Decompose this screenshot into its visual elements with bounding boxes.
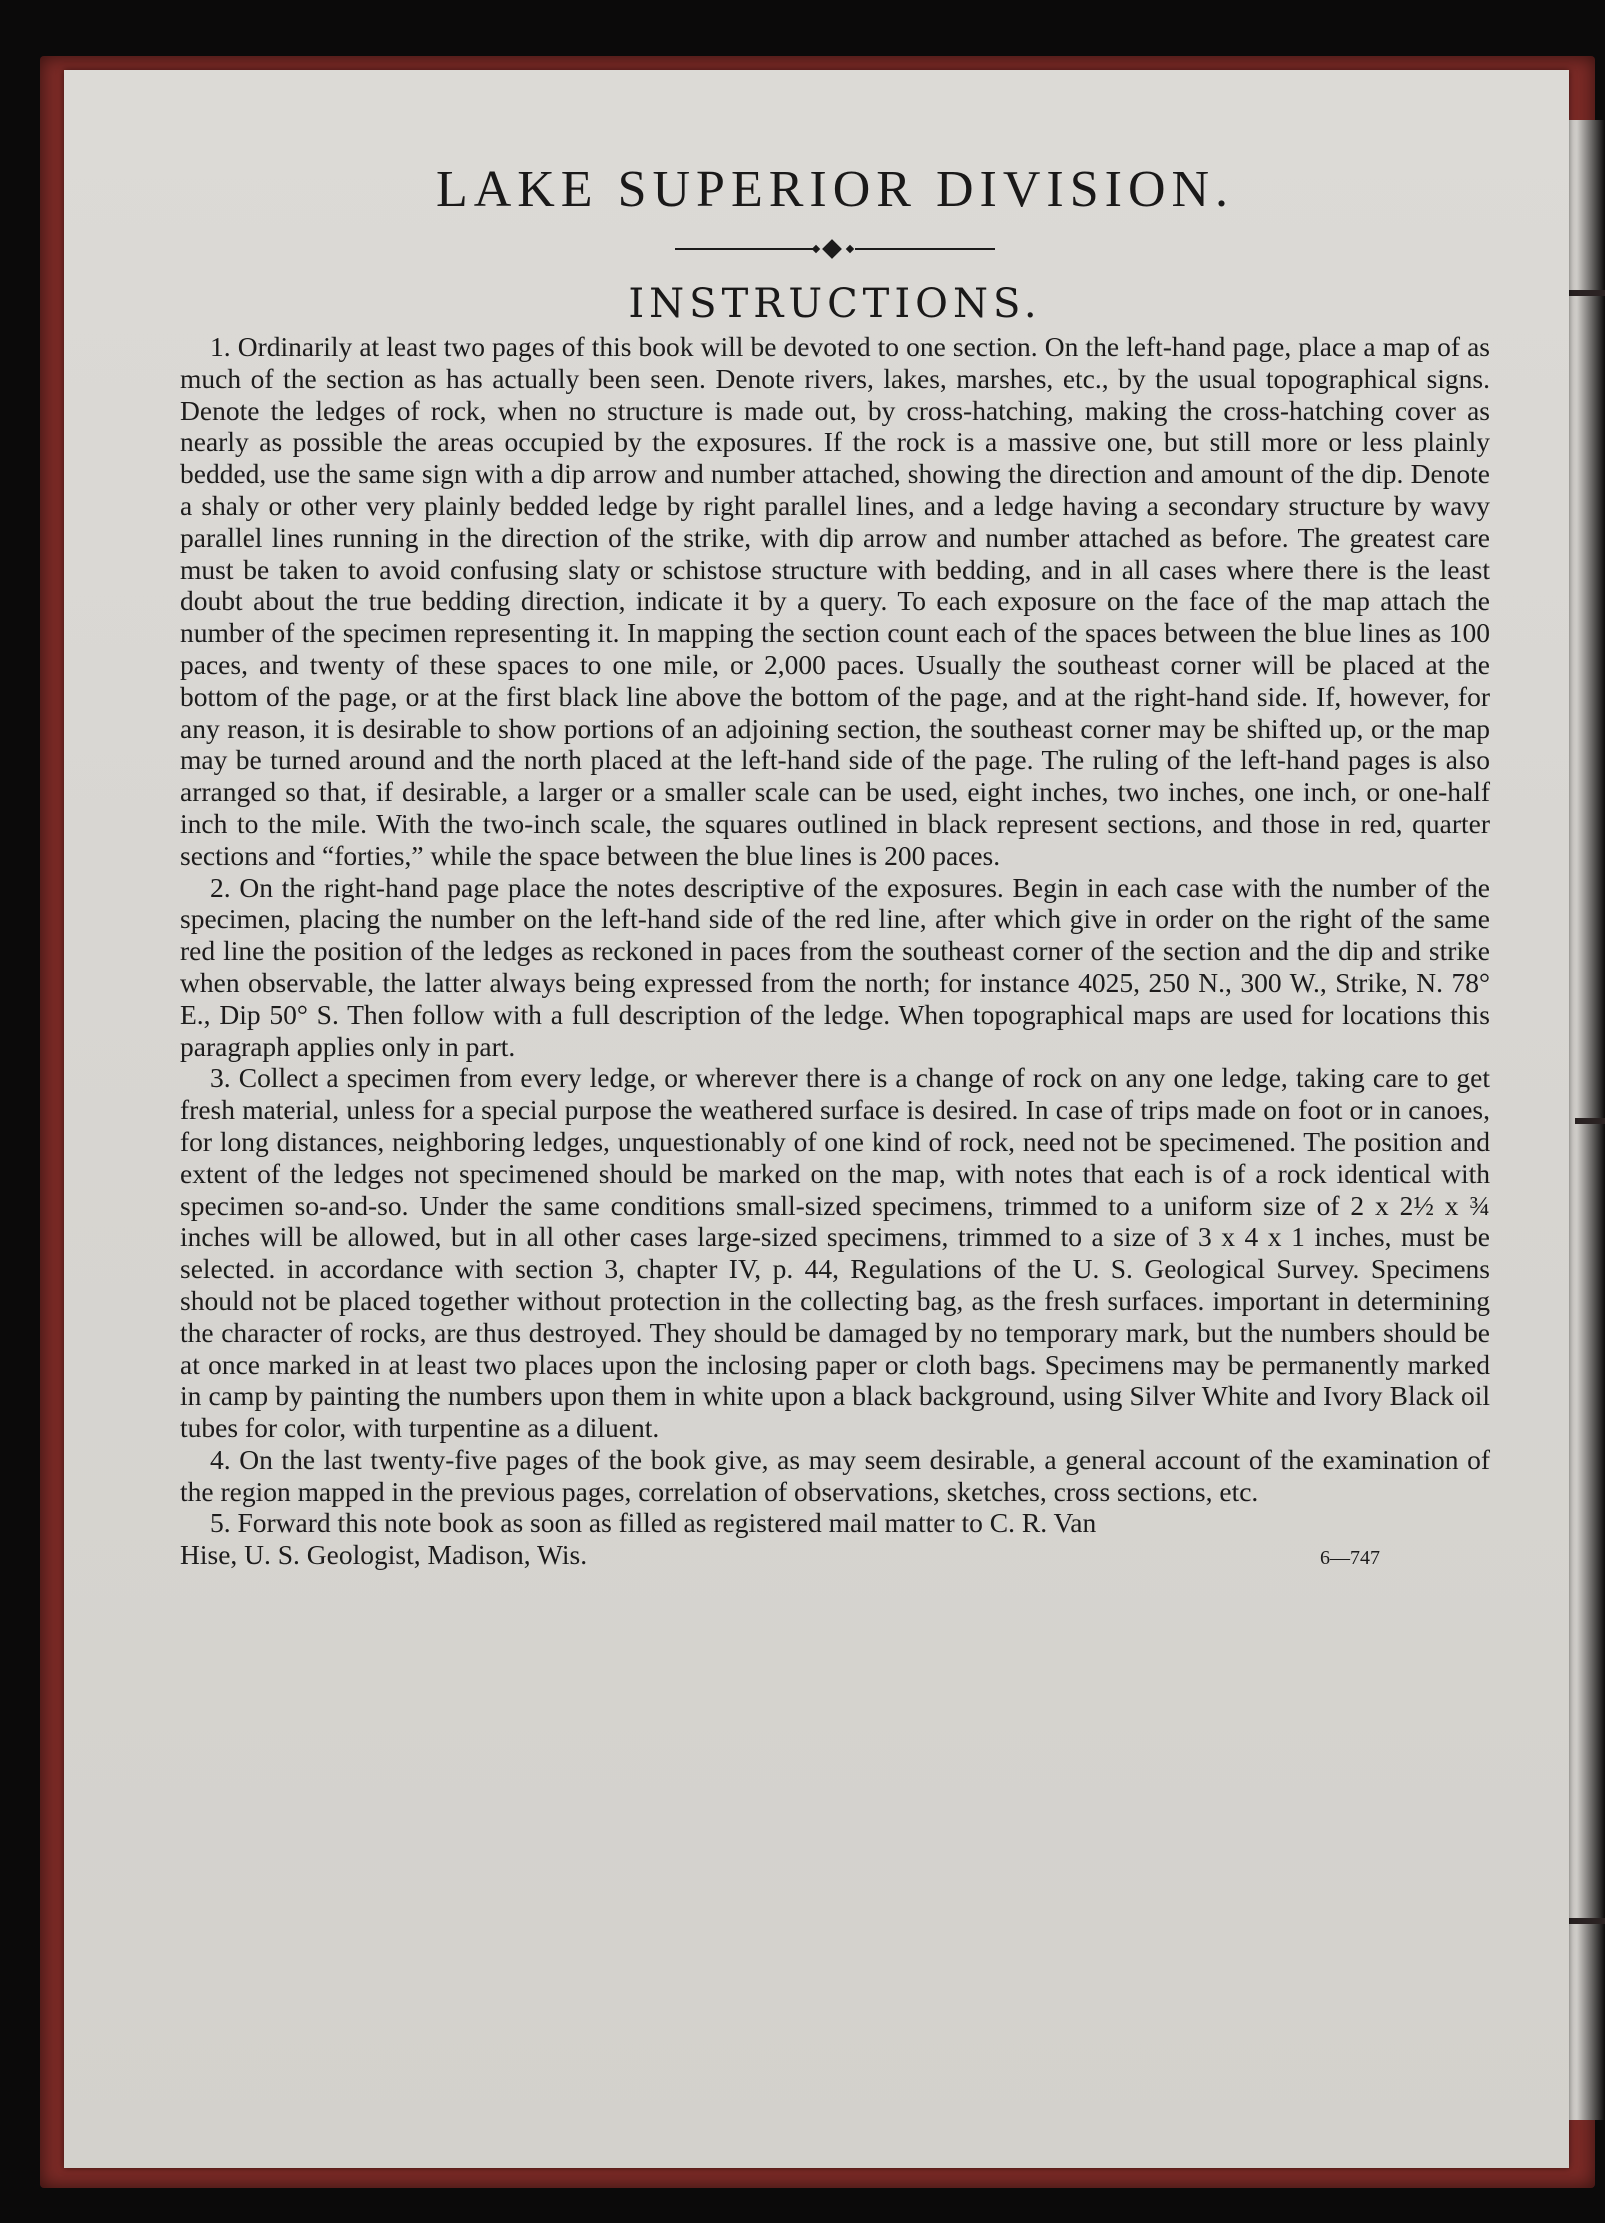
ornament-line-left — [675, 248, 815, 250]
page-title: LAKE SUPERIOR DIVISION. — [435, 161, 1235, 218]
form-number: 6—747 — [1320, 1547, 1380, 1570]
instruction-paragraph-3: 3. Collect a specimen from every ledge, or wherever there is a change of rock on any one ledge, taking care to get fresh material, unless for a special purpose the weathered surface is desired. In case of trips made on foot or in canoes, for long distances, neighboring ledges, unquestionably of one kind of rock, need not be specimened. The position and extent of the ledges not specimened should be marked on the map, with notes that each is of a rock identical with specimen so-and-so. Under the same conditions small-sized specimens, trimmed to a uniform size of 2 x 2½ x ¾ inches will be allowed, but in all other cases large-sized specimens, trimmed to a size of 3 x 4 x 1 inches, must be selected. in accordance with section 3, chapter IV, p. 44, Regulations of the U. S. Geological Survey. Specimens should not be placed together without protection in the collecting bag, as the fresh surfaces. important in determining the character of rocks, are thus destroyed. They should be damaged by no temporary mark, but the numbers should be at once marked in at least two places upon the inclosing paper or cloth bags. Specimens may be permanently marked in camp by painting the numbers upon them in white upon a black background, using Silver White and Ivory Black oil tubes for color, with turpentine as a diluent. — [180, 1062, 1490, 1444]
instruction-paragraph-4: 4. On the last twenty-five pages of the book give, as may seem desirable, a general account of the examination of the region mapped in the previous pages, correlation of observations, sketches, cross sections, etc. — [180, 1443, 1490, 1507]
ornament-line-right — [855, 248, 995, 250]
page-content — [180, 160, 1490, 1575]
closing-line-row — [180, 1539, 1490, 1575]
instruction-paragraph-1: 1. Ordinarily at least two pages of this book will be devoted to one section. On the left-hand page, place a map of as much of the section as has actually been seen. Denote rivers, lakes, marshes, etc., by the usual topographical signs. Denote the ledges of rock, when no structure is made out, by cross-hatching, making the cross-hatching cover as nearly as possible the areas occupied by the exposures. If the rock is a massive one, but still more or less plainly bedded, use the same sign with a dip arrow and number attached, showing the direction and amount of the dip. Denote a shaly or other very plainly bedded ledge by right parallel lines, and a ledge having a secondary structure by wavy parallel lines running in the direction of the strike, with dip arrow and number attached as before. The greatest care must be taken to avoid confusing slaty or schistose structure with bedding, and in all cases where there is the least doubt about the true bedding direction, indicate it by a query. To each exposure on the face of the map attach the number of the specimen representing it. In mapping the section count each of the spaces between the blue lines as 100 paces, and twenty of these spaces to one mile, or 2,000 paces. Usually the southeast corner will be placed at the bottom of the page, or at the first black line above the bottom of the page, and at the right-hand side. If, however, for any reason, it is desirable to show portions of an adjoining section, the southeast corner may be shifted up, or the map may be turned around and the north placed at the left-hand side of the page. The ruling of the left-hand pages is also arranged so that, if desirable, a larger or a smaller scale can be used, eight inches, two inches, one inch, or one-half inch to the mile. With the two-inch scale, the squares outlined in black represent sections, and those in red, quarter sections and “forties,” while the space between the blue lines is 200 paces. — [180, 331, 1490, 871]
ornament-dot-right — [846, 245, 854, 253]
instructions-heading: INSTRUCTIONS. — [628, 281, 1042, 327]
closing-address: Hise, U. S. Geologist, Madison, Wis. — [180, 1539, 588, 1571]
page-edge-mark — [1575, 1118, 1605, 1124]
ornament-dot-left — [812, 245, 820, 253]
ornament-diamond-icon — [822, 239, 842, 259]
instruction-paragraph-5: 5. Forward this note book as soon as filled as registered mail matter to C. R. Van — [210, 1507, 1097, 1539]
instruction-paragraph-2: 2. On the right-hand page place the notes descriptive of the exposures. Begin in each case with the number of the specimen, placing the number on the left-hand side of the red line, after which give in order on the right of the same red line the position of the ledges as reckoned in paces from the southeast corner of the section and the dip and strike when observable, the latter always being expressed from the north; for instance 4025, 250 N., 300 W., Strike, N. 78° E., Dip 50° S. Then follow with a full description of the ledge. When topographical maps are used for locations this paragraph applies only in part. — [180, 871, 1490, 1062]
title-ornament-divider — [675, 239, 995, 259]
